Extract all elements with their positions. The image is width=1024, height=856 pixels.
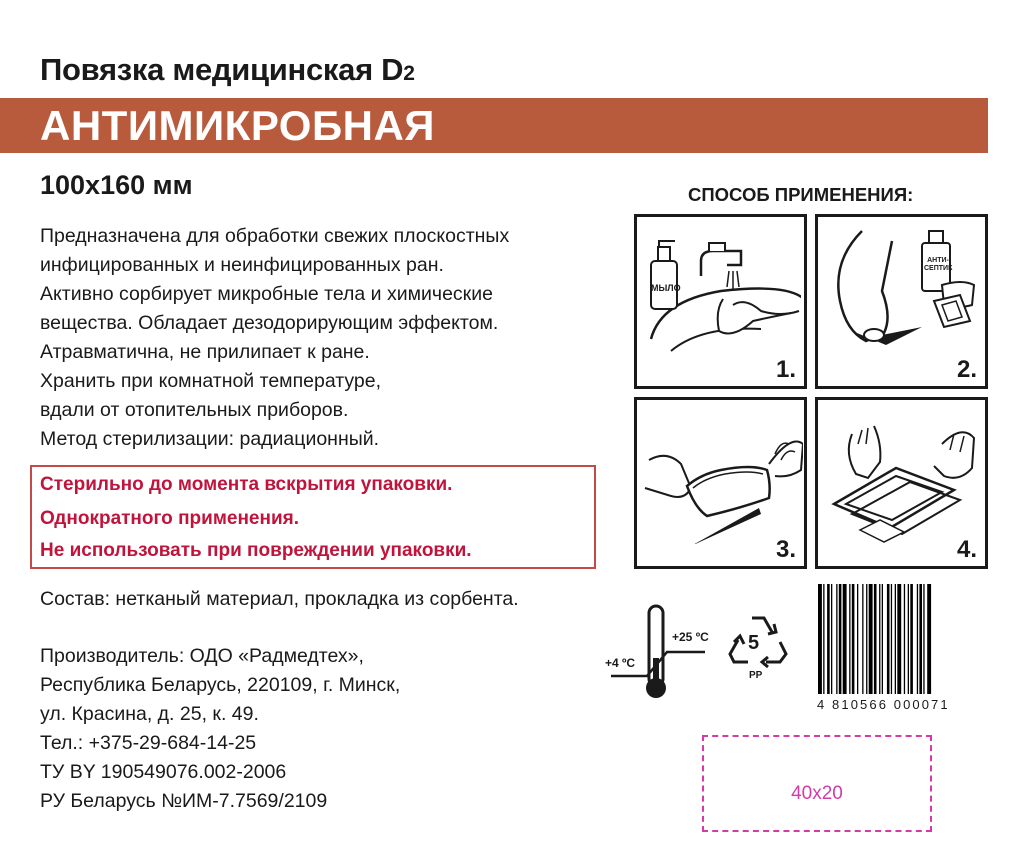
step-number: 1. bbox=[775, 356, 796, 383]
soap-label: МЫЛО bbox=[651, 283, 681, 293]
usage-step-4 bbox=[815, 397, 988, 569]
description-line: Метод стерилизации: радиационный. bbox=[40, 428, 380, 450]
label-size: 40x20 bbox=[791, 783, 843, 804]
description-line: Активно сорбирует микробные тела и химические bbox=[40, 283, 493, 305]
description-line: Хранить при комнатной температуре, bbox=[40, 370, 382, 392]
recycling-material: PP bbox=[749, 670, 763, 681]
description-line: Предназначена для обработки свежих плоскостных bbox=[40, 225, 510, 247]
temp-low: +4 ºC bbox=[605, 656, 636, 670]
open-package-icon bbox=[641, 404, 803, 544]
product-title bbox=[40, 52, 415, 88]
step-number: 4. bbox=[956, 536, 977, 563]
thermometer-icon bbox=[605, 602, 717, 702]
usage-step-1 bbox=[634, 214, 807, 389]
product-title-subscript: 2 bbox=[403, 62, 415, 85]
usage-step-2 bbox=[815, 214, 988, 389]
temp-high: +25 ºC bbox=[672, 630, 709, 644]
recycling-code: 5 bbox=[748, 632, 760, 654]
warning-sterile: Стерильно до момента вскрытия упаковки. bbox=[40, 474, 453, 495]
description-line: Атравматична, не прилипает к ране. bbox=[40, 341, 370, 363]
apply-dressing-icon bbox=[822, 404, 984, 544]
barcode-icon bbox=[818, 584, 986, 696]
product-type: АНТИМИКРОБНАЯ bbox=[40, 102, 435, 149]
antiseptic-treatment-icon bbox=[822, 221, 984, 361]
manufacturer-line: Производитель: ОДО «Радмедтех», bbox=[40, 645, 364, 667]
warning-damaged-package: Не использовать при повреждении упаковки. bbox=[40, 540, 472, 561]
manufacturer-info bbox=[40, 642, 400, 816]
manufacturer-line: РУ Беларусь №ИМ-7.7569/2109 bbox=[40, 790, 328, 812]
manufacturer-line: ул. Красина, д. 25, к. 49. bbox=[40, 703, 259, 725]
manufacturer-line: Тел.: +375-29-684-14-25 bbox=[40, 732, 257, 754]
description-line: вдали от отопительных приборов. bbox=[40, 399, 349, 421]
product-title-text: Повязка медицинская D bbox=[40, 52, 404, 87]
composition: Состав: нетканый материал, прокладка из сорбента. bbox=[40, 588, 519, 610]
product-size: 100x160 мм bbox=[40, 170, 193, 200]
manufacturer-line: ТУ BY 190549076.002-2006 bbox=[40, 761, 287, 783]
description-line: вещества. Обладает дезодорирующим эффектом. bbox=[40, 312, 499, 334]
step-number: 2. bbox=[956, 356, 977, 383]
description bbox=[40, 222, 600, 454]
step-number: 3. bbox=[775, 536, 796, 563]
antiseptic-label: АНТИ-СЕПТИК bbox=[924, 257, 953, 272]
description-line: инфицированных и неинфицированных ран. bbox=[40, 254, 444, 276]
barcode-digits: 4 810566 000071 bbox=[817, 697, 950, 712]
manufacturer-line: Республика Беларусь, 220109, г. Минск, bbox=[40, 674, 401, 696]
warning-single-use: Однократного применения. bbox=[40, 508, 300, 529]
usage-title: СПОСОБ ПРИМЕНЕНИЯ: bbox=[688, 184, 914, 205]
usage-step-3 bbox=[634, 397, 807, 569]
